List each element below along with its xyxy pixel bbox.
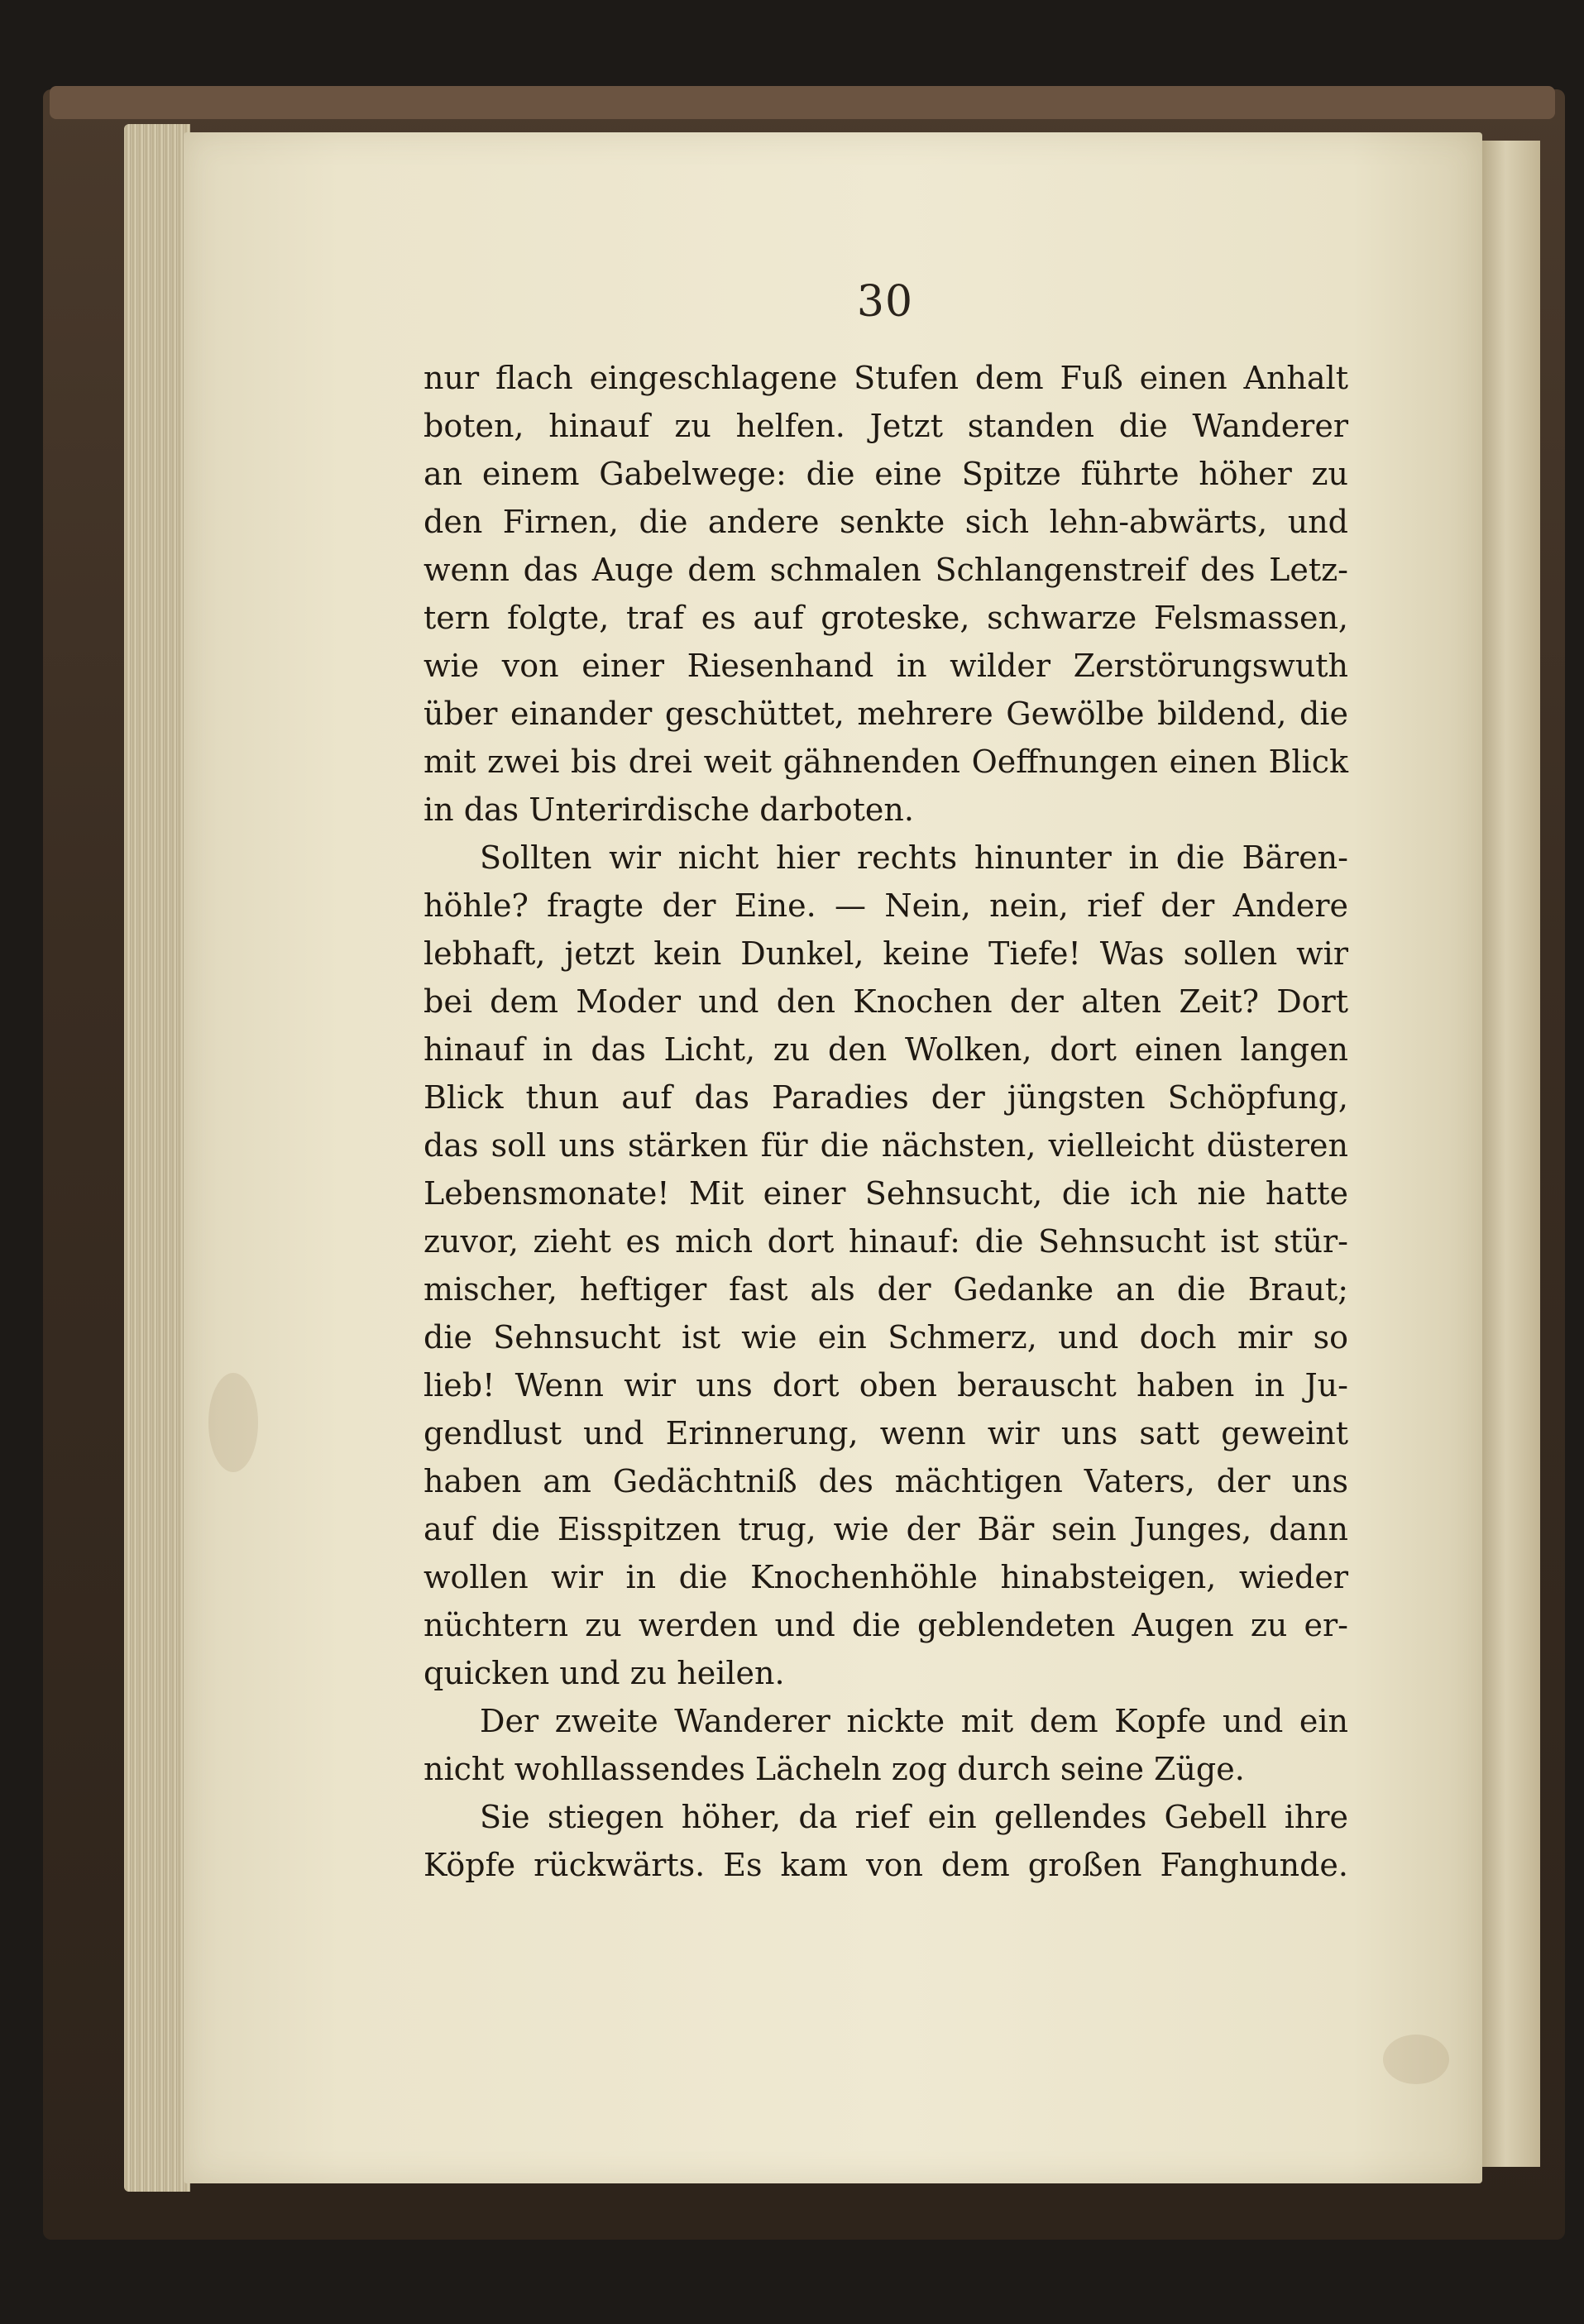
text-line: haben am Gedächtniß des mächtigen Vaters, der uns <box>424 1463 1348 1499</box>
text-line: wie von einer Riesenhand in wilder Zerstörungswuth <box>424 648 1348 684</box>
text-line: nüchtern zu werden und die geblendeten Augen zu er- <box>424 1607 1348 1643</box>
text-line: auf die Eisspitzen trug, wie der Bär sein Junges, dann <box>424 1511 1348 1547</box>
text-line: quicken und zu heilen. <box>424 1655 785 1691</box>
text-line: wenn das Auge dem schmalen Schlangenstreif des Letz- <box>424 552 1348 588</box>
text-line: boten, hinauf zu helfen. Jetzt standen die Wanderer <box>424 408 1348 444</box>
text-line: an einem Gabelwege: die eine Spitze führte höher zu <box>424 456 1348 492</box>
text-line: hinauf in das Licht, zu den Wolken, dort einen langen <box>424 1031 1348 1068</box>
text-line: nur flach eingeschlagene Stufen dem Fuß einen Anhalt <box>424 360 1348 396</box>
page-stack-right <box>1482 141 1540 2167</box>
text-line: Köpfe rückwärts. Es kam von dem großen Fanghunde. <box>424 1847 1348 1883</box>
text-line: zuvor, zieht es mich dort hinauf: die Sehnsucht ist stür- <box>424 1223 1348 1260</box>
text-line: Sie stiegen höher, da rief ein gellendes Gebell ihre <box>480 1799 1348 1835</box>
text-line: Blick thun auf das Paradies der jüngsten Schöpfung, <box>424 1079 1348 1116</box>
page-number: 30 <box>856 277 914 327</box>
text-line: tern folgte, traf es auf groteske, schwarze Felsmassen, <box>424 600 1348 636</box>
text-line: bei dem Moder und den Knochen der alten Zeit? Dort <box>424 983 1348 1020</box>
text-line: die Sehnsucht ist wie ein Schmerz, und doch mir so <box>424 1319 1348 1356</box>
text-line: höhle? fragte der Eine. — Nein, nein, rief der Andere <box>424 887 1348 924</box>
text-line: Lebensmonate! Mit einer Sehnsucht, die ich nie hatte <box>424 1175 1348 1212</box>
text-line: gendlust und Erinnerung, wenn wir uns satt geweint <box>424 1415 1348 1451</box>
page-text <box>424 354 1348 1889</box>
text-line: Sollten wir nicht hier rechts hinunter in die Bären- <box>480 839 1348 876</box>
cover-edge <box>50 86 1555 119</box>
text-line: Der zweite Wanderer nickte mit dem Kopfe und ein <box>480 1703 1348 1739</box>
page-stack-left <box>124 124 190 2192</box>
text-line: in das Unterirdische darboten. <box>424 791 914 828</box>
page-stain <box>1383 2035 1449 2084</box>
text-line: nicht wohllassendes Lächeln zog durch seine Züge. <box>424 1751 1245 1787</box>
text-line: lieb! Wenn wir uns dort oben berauscht haben in Ju- <box>424 1367 1348 1403</box>
text-line: lebhaft, jetzt kein Dunkel, keine Tiefe! Was sollen wir <box>424 935 1348 972</box>
page-stain <box>208 1373 258 1472</box>
text-line: wollen wir in die Knochenhöhle hinabsteigen, wieder <box>424 1559 1348 1595</box>
text-line: über einander geschüttet, mehrere Gewölbe bildend, die <box>424 696 1348 732</box>
text-line: den Firnen, die andere senkte sich lehn-abwärts, und <box>424 504 1348 540</box>
text-line: mit zwei bis drei weit gähnenden Oeffnungen einen Blick <box>424 744 1348 780</box>
text-line: das soll uns stärken für die nächsten, vielleicht düsteren <box>424 1127 1348 1164</box>
text-line: mischer, heftiger fast als der Gedanke an die Braut; <box>424 1271 1348 1308</box>
